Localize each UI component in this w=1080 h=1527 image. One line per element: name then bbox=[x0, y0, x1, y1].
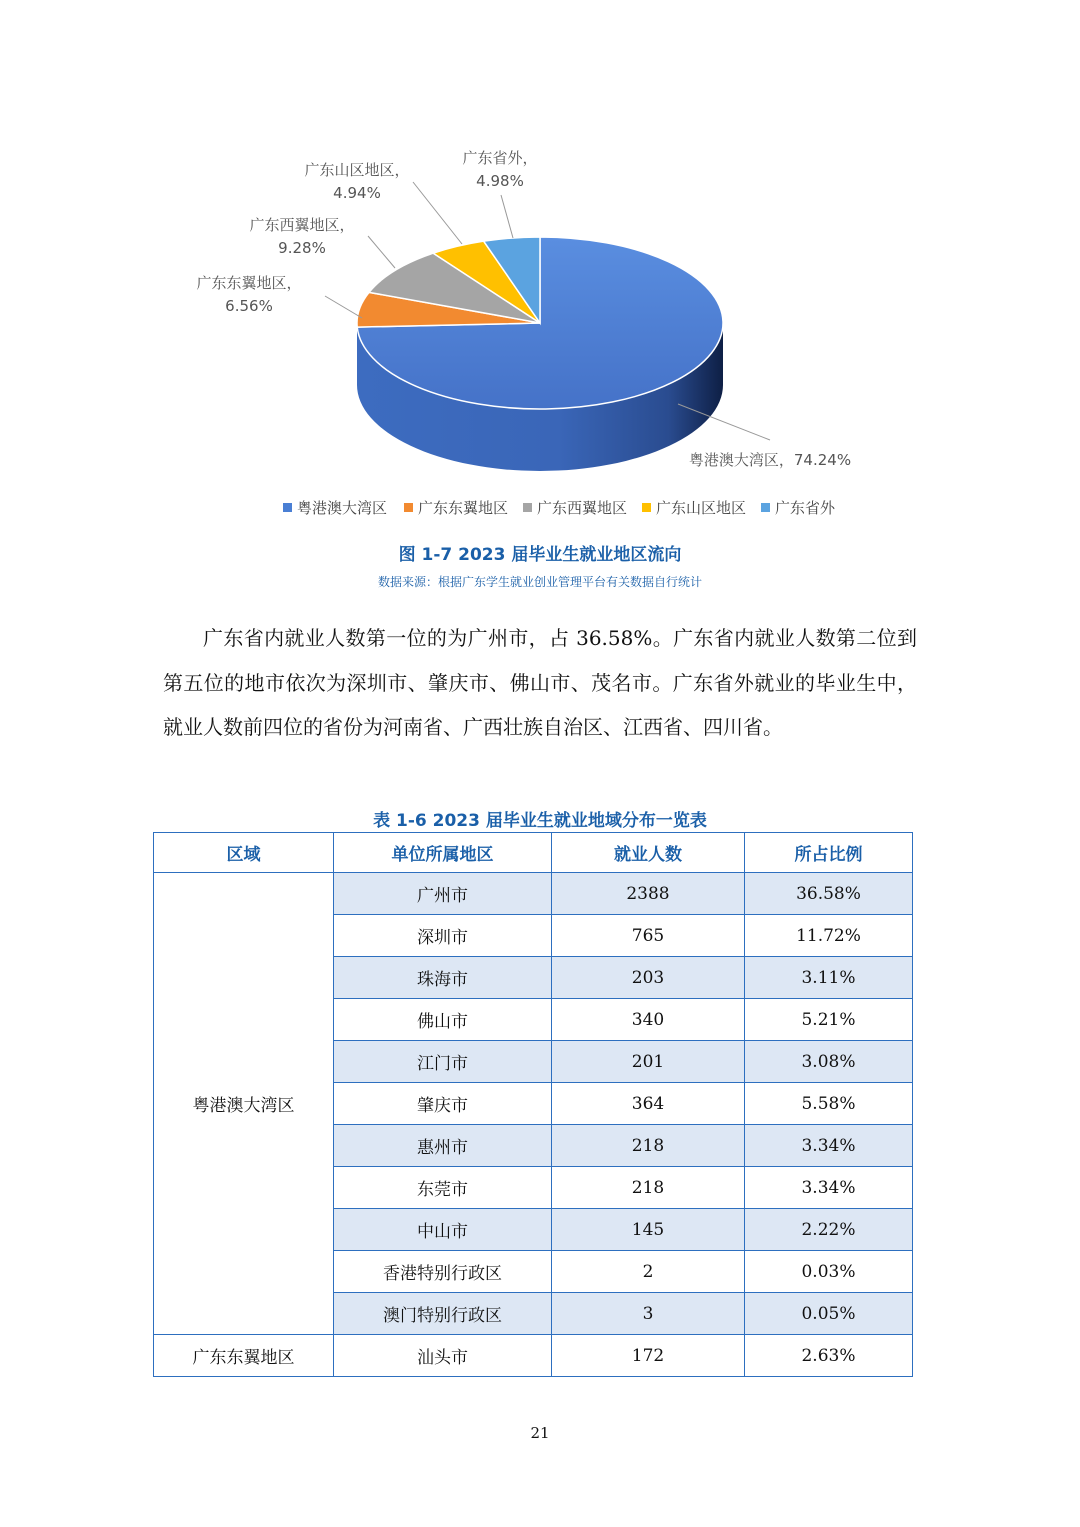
city-cell: 惠州市 bbox=[334, 1125, 552, 1167]
count-cell: 2388 bbox=[552, 873, 745, 915]
pct-cell: 5.21% bbox=[745, 999, 913, 1041]
count-cell: 2 bbox=[552, 1251, 745, 1293]
header-region: 区域 bbox=[154, 833, 334, 873]
count-cell: 145 bbox=[552, 1209, 745, 1251]
pct-cell: 2.63% bbox=[745, 1335, 913, 1377]
data-label-name-2: 广东东翼地区， bbox=[196, 274, 302, 292]
legend-label-2: 广东东翼地区 bbox=[418, 499, 509, 517]
pct-cell: 3.34% bbox=[745, 1167, 913, 1209]
legend-label-5: 广东省外 bbox=[775, 499, 836, 517]
legend-swatch-3 bbox=[523, 503, 532, 512]
count-cell: 765 bbox=[552, 915, 745, 957]
pct-cell: 36.58% bbox=[745, 873, 913, 915]
header-pct: 所占比例 bbox=[745, 833, 913, 873]
leader-line-4 bbox=[413, 182, 462, 244]
header-city: 单位所属地区 bbox=[334, 833, 552, 873]
city-cell: 深圳市 bbox=[334, 915, 552, 957]
header-count: 就业人数 bbox=[552, 833, 745, 873]
leader-line-2 bbox=[325, 296, 362, 318]
pct-cell: 3.11% bbox=[745, 957, 913, 999]
city-cell: 汕头市 bbox=[334, 1335, 552, 1377]
count-cell: 218 bbox=[552, 1167, 745, 1209]
legend-swatch-4 bbox=[642, 503, 651, 512]
count-cell: 203 bbox=[552, 957, 745, 999]
table-row bbox=[154, 873, 913, 915]
employment-region-table bbox=[153, 832, 913, 1377]
city-cell: 珠海市 bbox=[334, 957, 552, 999]
count-cell: 340 bbox=[552, 999, 745, 1041]
table-caption: 表 1-6 2023 届毕业生就业地域分布一览表 bbox=[373, 811, 707, 831]
data-label-name-3: 广东西翼地区， bbox=[249, 216, 355, 234]
count-cell: 218 bbox=[552, 1125, 745, 1167]
pct-cell: 3.34% bbox=[745, 1125, 913, 1167]
region-cell: 广东东翼地区 bbox=[154, 1335, 334, 1377]
leader-line-3 bbox=[368, 236, 395, 268]
pct-cell: 0.05% bbox=[745, 1293, 913, 1335]
pct-cell: 11.72% bbox=[745, 915, 913, 957]
pct-cell: 5.58% bbox=[745, 1083, 913, 1125]
legend-swatch-1 bbox=[283, 503, 292, 512]
city-cell: 东莞市 bbox=[334, 1167, 552, 1209]
count-cell: 172 bbox=[552, 1335, 745, 1377]
chart-legend bbox=[283, 499, 836, 517]
data-label-value-3: 9.28% bbox=[278, 239, 326, 257]
data-label-value-5: 4.98% bbox=[476, 172, 524, 190]
city-cell: 广州市 bbox=[334, 873, 552, 915]
legend-swatch-5 bbox=[761, 503, 770, 512]
pct-cell: 3.08% bbox=[745, 1041, 913, 1083]
data-label-name-4: 广东山区地区， bbox=[304, 161, 410, 179]
figure-caption: 图 1-7 2023 届毕业生就业地区流向 bbox=[398, 545, 682, 565]
legend-swatch-2 bbox=[404, 503, 413, 512]
pie-chart bbox=[0, 0, 1080, 540]
table-row bbox=[154, 1335, 913, 1377]
data-label-value-2: 6.56% bbox=[225, 297, 273, 315]
figure-source: 数据来源：根据广东学生就业创业管理平台有关数据自行统计 bbox=[377, 575, 702, 589]
data-label-name-5: 广东省外， bbox=[462, 149, 538, 167]
legend-label-4: 广东山区地区 bbox=[656, 499, 747, 517]
data-label-1: 粤港澳大湾区，74.24% bbox=[688, 451, 852, 469]
city-cell: 澳门特别行政区 bbox=[334, 1293, 552, 1335]
city-cell: 肇庆市 bbox=[334, 1083, 552, 1125]
city-cell: 江门市 bbox=[334, 1041, 552, 1083]
city-cell: 香港特别行政区 bbox=[334, 1251, 552, 1293]
page-number: 21 bbox=[530, 1424, 550, 1442]
pct-cell: 0.03% bbox=[745, 1251, 913, 1293]
legend-label-1: 粤港澳大湾区 bbox=[297, 499, 388, 517]
count-cell: 364 bbox=[552, 1083, 745, 1125]
body-paragraph: 广东省内就业人数第一位的为广州市，占 36.58%。广东省内就业人数第二位到第五位的地市依次为深圳市、肇庆市、佛山市、茂名市。广东省外就业的毕业生中，就业人数前四位的省份为河南省、广西壮族自治区、江西省、四川省。 bbox=[163, 626, 917, 739]
table-header-row bbox=[154, 833, 913, 873]
pct-cell: 2.22% bbox=[745, 1209, 913, 1251]
pie-slices bbox=[357, 237, 723, 409]
legend-label-3: 广东西翼地区 bbox=[537, 499, 628, 517]
city-cell: 佛山市 bbox=[334, 999, 552, 1041]
count-cell: 201 bbox=[552, 1041, 745, 1083]
count-cell: 3 bbox=[552, 1293, 745, 1335]
region-cell: 粤港澳大湾区 bbox=[154, 873, 334, 1335]
data-label-value-4: 4.94% bbox=[333, 184, 381, 202]
city-cell: 中山市 bbox=[334, 1209, 552, 1251]
leader-line-5 bbox=[501, 195, 513, 238]
